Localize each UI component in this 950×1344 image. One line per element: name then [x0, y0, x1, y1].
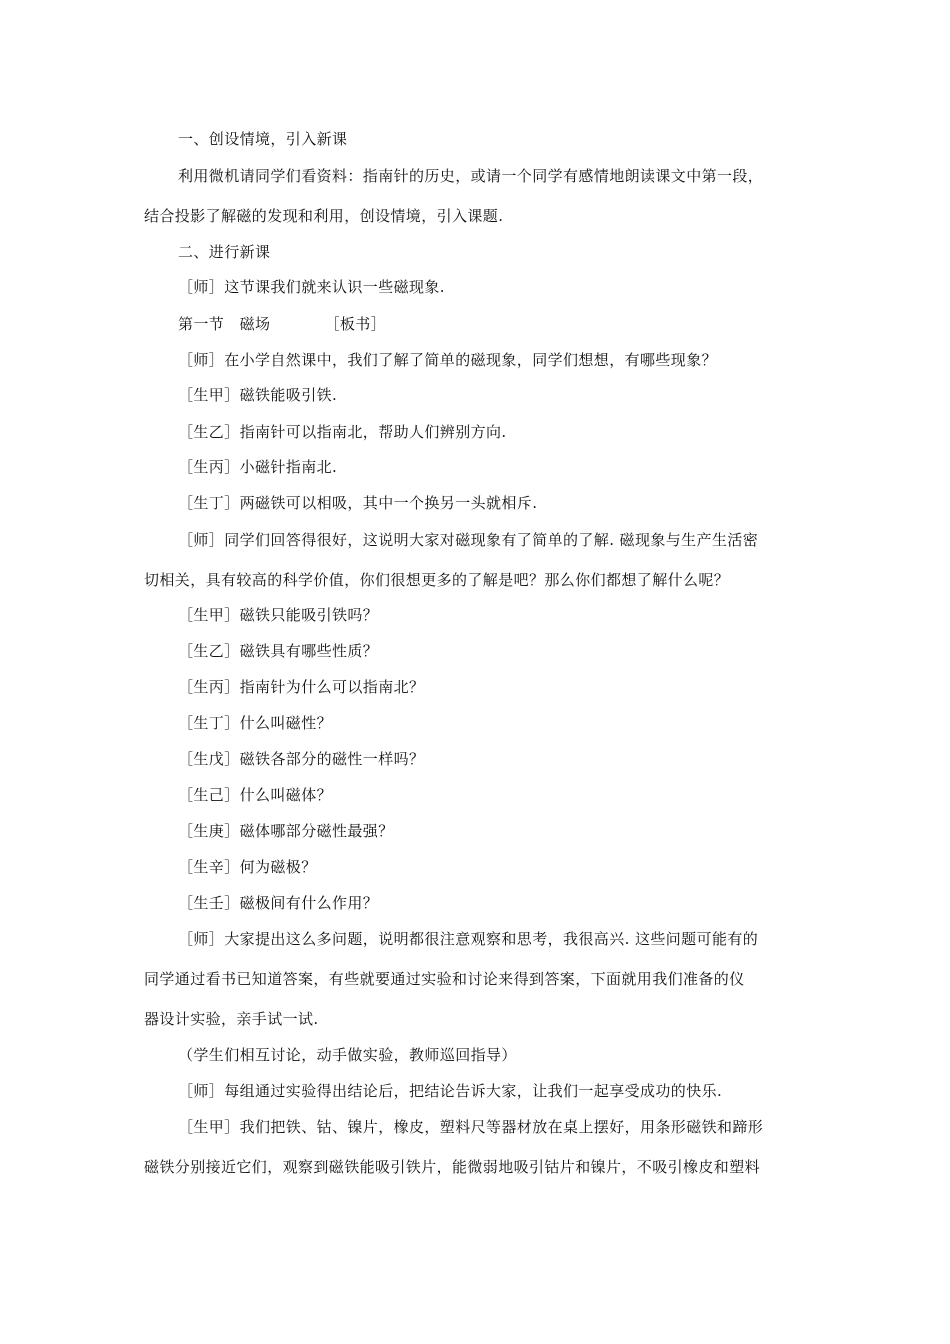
lesson-title: 第一节 磁场 ［板书］: [178, 315, 387, 333]
paragraph-line: 结合投影了解磁的发现和利用，创设情境，引入课题.: [144, 207, 504, 225]
paragraph-line: 利用微机请同学们看资料：指南针的历史，或请一个同学有感情地朗读课文中第一段，: [178, 167, 764, 185]
dialogue-line: ［师］同学们回答得很好，这说明大家对磁现象有了简单的了解. 磁现象与生产生活密: [178, 531, 759, 549]
dialogue-line: 同学通过看书已知道答案，有些就要通过实验和讨论来得到答案，下面就用我们准备的仪: [144, 970, 745, 988]
dialogue-line: ［生庚］磁体哪部分磁性最强？: [178, 822, 394, 840]
dialogue-line: ［生戊］磁铁各部分的磁性一样吗？: [178, 750, 425, 768]
dialogue-line: ［生丁］两磁铁可以相吸，其中一个换另一头就相斥.: [178, 494, 538, 512]
dialogue-line: ［师］在小学自然课中，我们了解了简单的磁现象，同学们想想，有哪些现象？: [178, 351, 718, 369]
dialogue-line: 器设计实验，亲手试一试.: [144, 1010, 319, 1028]
dialogue-line: ［生丙］小磁针指南北.: [178, 458, 338, 476]
section-heading: 二、进行新课: [178, 243, 271, 261]
dialogue-line: ［生甲］我们把铁、钴、镍片，橡皮，塑料尺等器材放在桌上摆好，用条形磁铁和蹄形: [178, 1118, 764, 1136]
section-heading: 一、创设情境，引入新课: [178, 130, 348, 148]
dialogue-line: ［生己］什么叫磁体？: [178, 786, 333, 804]
stage-direction: （学生们相互讨论，动手做实验，教师巡回指导）: [178, 1046, 517, 1064]
dialogue-line: ［生甲］磁铁只能吸引铁吗？: [178, 606, 379, 624]
dialogue-line: ［师］大家提出这么多问题，说明都很注意观察和思考，我很高兴. 这些问题可能有的: [178, 930, 759, 948]
dialogue-line: ［生甲］磁铁能吸引铁.: [178, 386, 338, 404]
dialogue-line: ［生乙］磁铁具有哪些性质？: [178, 642, 379, 660]
dialogue-line: ［生辛］何为磁极？: [178, 858, 317, 876]
dialogue-line: ［生丁］什么叫磁性？: [178, 714, 333, 732]
dialogue-line: ［生丙］指南针为什么可以指南北？: [178, 678, 425, 696]
dialogue-line: ［师］每组通过实验得出结论后，把结论告诉大家，让我们一起享受成功的快乐.: [178, 1082, 723, 1100]
dialogue-line: ［生壬］磁极间有什么作用？: [178, 894, 379, 912]
dialogue-line: 磁铁分别接近它们，观察到磁铁能吸引铁片，能微弱地吸引钴片和镍片，不吸引橡皮和塑料: [144, 1158, 761, 1176]
dialogue-line: 切相关，具有较高的科学价值，你们很想更多的了解是吧？那么你们都想了解什么呢？: [144, 571, 730, 589]
dialogue-line: ［师］这节课我们就来认识一些磁现象.: [178, 278, 445, 296]
dialogue-line: ［生乙］指南针可以指南北，帮助人们辨别方向.: [178, 423, 507, 441]
